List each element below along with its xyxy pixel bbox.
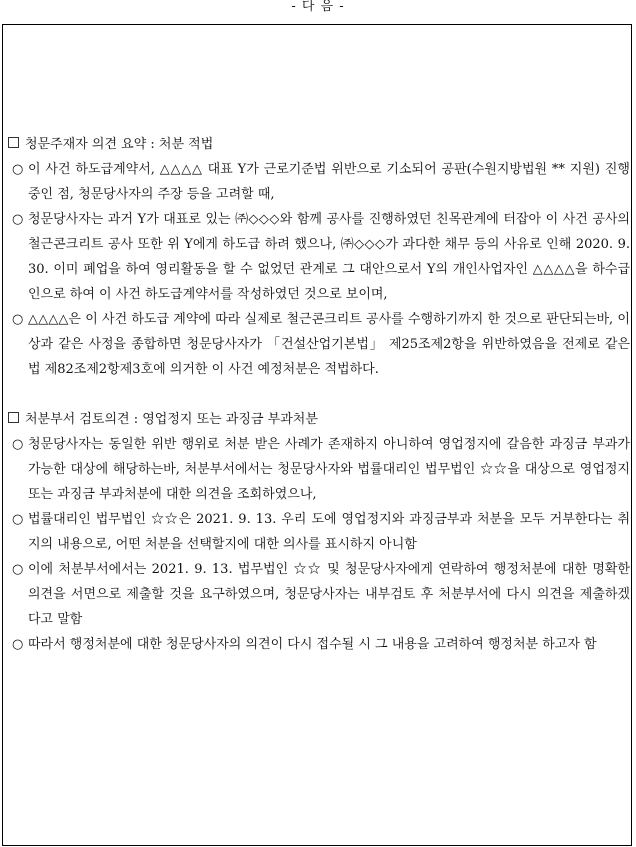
list-item [8,157,630,207]
list-item-text: 법률대리인 법무법인 ☆☆은 2021. 9. 13. 우리 도에 영업정지와 과징금부과 처분을 모두 거부한다는 취지의 내용으로, 어떤 처분을 선택할지에 대한 의사를 표시하지 아니함 [28,512,630,552]
list-item-text: 청문당사자는 동일한 위반 행위로 처분 받은 사례가 존재하지 아니하여 영업정지에 갈음한 과징금 부과가 가능한 대상에 해당하는바, 처분부서에서는 청문당사자와 법률대리인 법무법인 ☆☆을 대상으로 영업정지 또는 과징금 부과처분에 대한 의견을 조회하였으나, [28,437,630,502]
list-item-text: 이에 처분부서에서는 2021. 9. 13. 법무법인 ☆☆ 및 청문당사자에게 연락하여 행정처분에 대한 명확한 의견을 서면으로 제출할 것을 요구하였으며, 청문당사자는 내부검토 후 처분부서에 다시 의견을 제출하겠다고 말함 [28,562,630,627]
list-item [8,307,630,382]
circle-bullet-icon: ○ [12,162,24,177]
section-title [8,407,630,432]
document-heading: - 다 음 - [291,0,345,14]
checkbox-square-icon [8,412,19,423]
checkbox-square-icon [8,137,19,148]
circle-bullet-icon: ○ [12,312,24,327]
list-item [8,432,630,507]
list-item [8,557,630,632]
section-title-text: 처분부서 검토의견 : 영업정지 또는 과징금 부과처분 [25,412,318,427]
circle-bullet-icon: ○ [12,562,24,577]
list-item-text: 청문당사자는 과거 Y가 대표로 있는 ㈜◇◇◇와 함께 공사를 진행하였던 친목관계에 터잡아 이 사건 공사의 철근콘크리트 공사 또한 위 Y에게 하도급 하려 했으나, ㈜◇◇◇가 과다한 채무 등의 사유로 인해 2020. 9. 30. 이미 폐업을 하여 영리활동을 할 수 없었던 관계로 그 대안으로서 Y의 개인사업자인 △△△△을 하수급인으로 하여 이 사건 하도급계약서를 작성하였던 것으로 보이며, [28,212,630,302]
circle-bullet-icon: ○ [12,437,24,452]
list-item-text: 이 사건 하도급계약서, △△△△ 대표 Y가 근로기준법 위반으로 기소되어 공판(수원지방법원 ** 지원) 진행 중인 점, 청문당사자의 주장 등을 고려할 때, [28,162,630,202]
section-gap [8,382,630,407]
list-item-text: △△△△은 이 사건 하도급 계약에 따라 실제로 철근콘크리트 공사를 수행하기까지 한 것으로 판단되는바, 이상과 같은 사정을 종합하면 청문당사자가 「건설산업기본법」 제25조제2항을 위반하였음을 전제로 같은 법 제82조제2항제3호에 의거한 이 사건 예정처분은 적법하다. [28,312,630,377]
list-item [8,507,630,557]
section-title [8,132,630,157]
document-body [8,132,630,657]
section-title-text: 청문주재자 의견 요약 : 처분 적법 [25,137,214,152]
circle-bullet-icon: ○ [12,637,24,652]
circle-bullet-icon: ○ [12,512,24,527]
list-item [8,632,630,657]
list-item [8,207,630,307]
list-item-text: 따라서 행정처분에 대한 청문당사자의 의견이 다시 접수될 시 그 내용을 고려하여 행정처분 하고자 함 [28,637,597,652]
circle-bullet-icon: ○ [12,212,24,227]
